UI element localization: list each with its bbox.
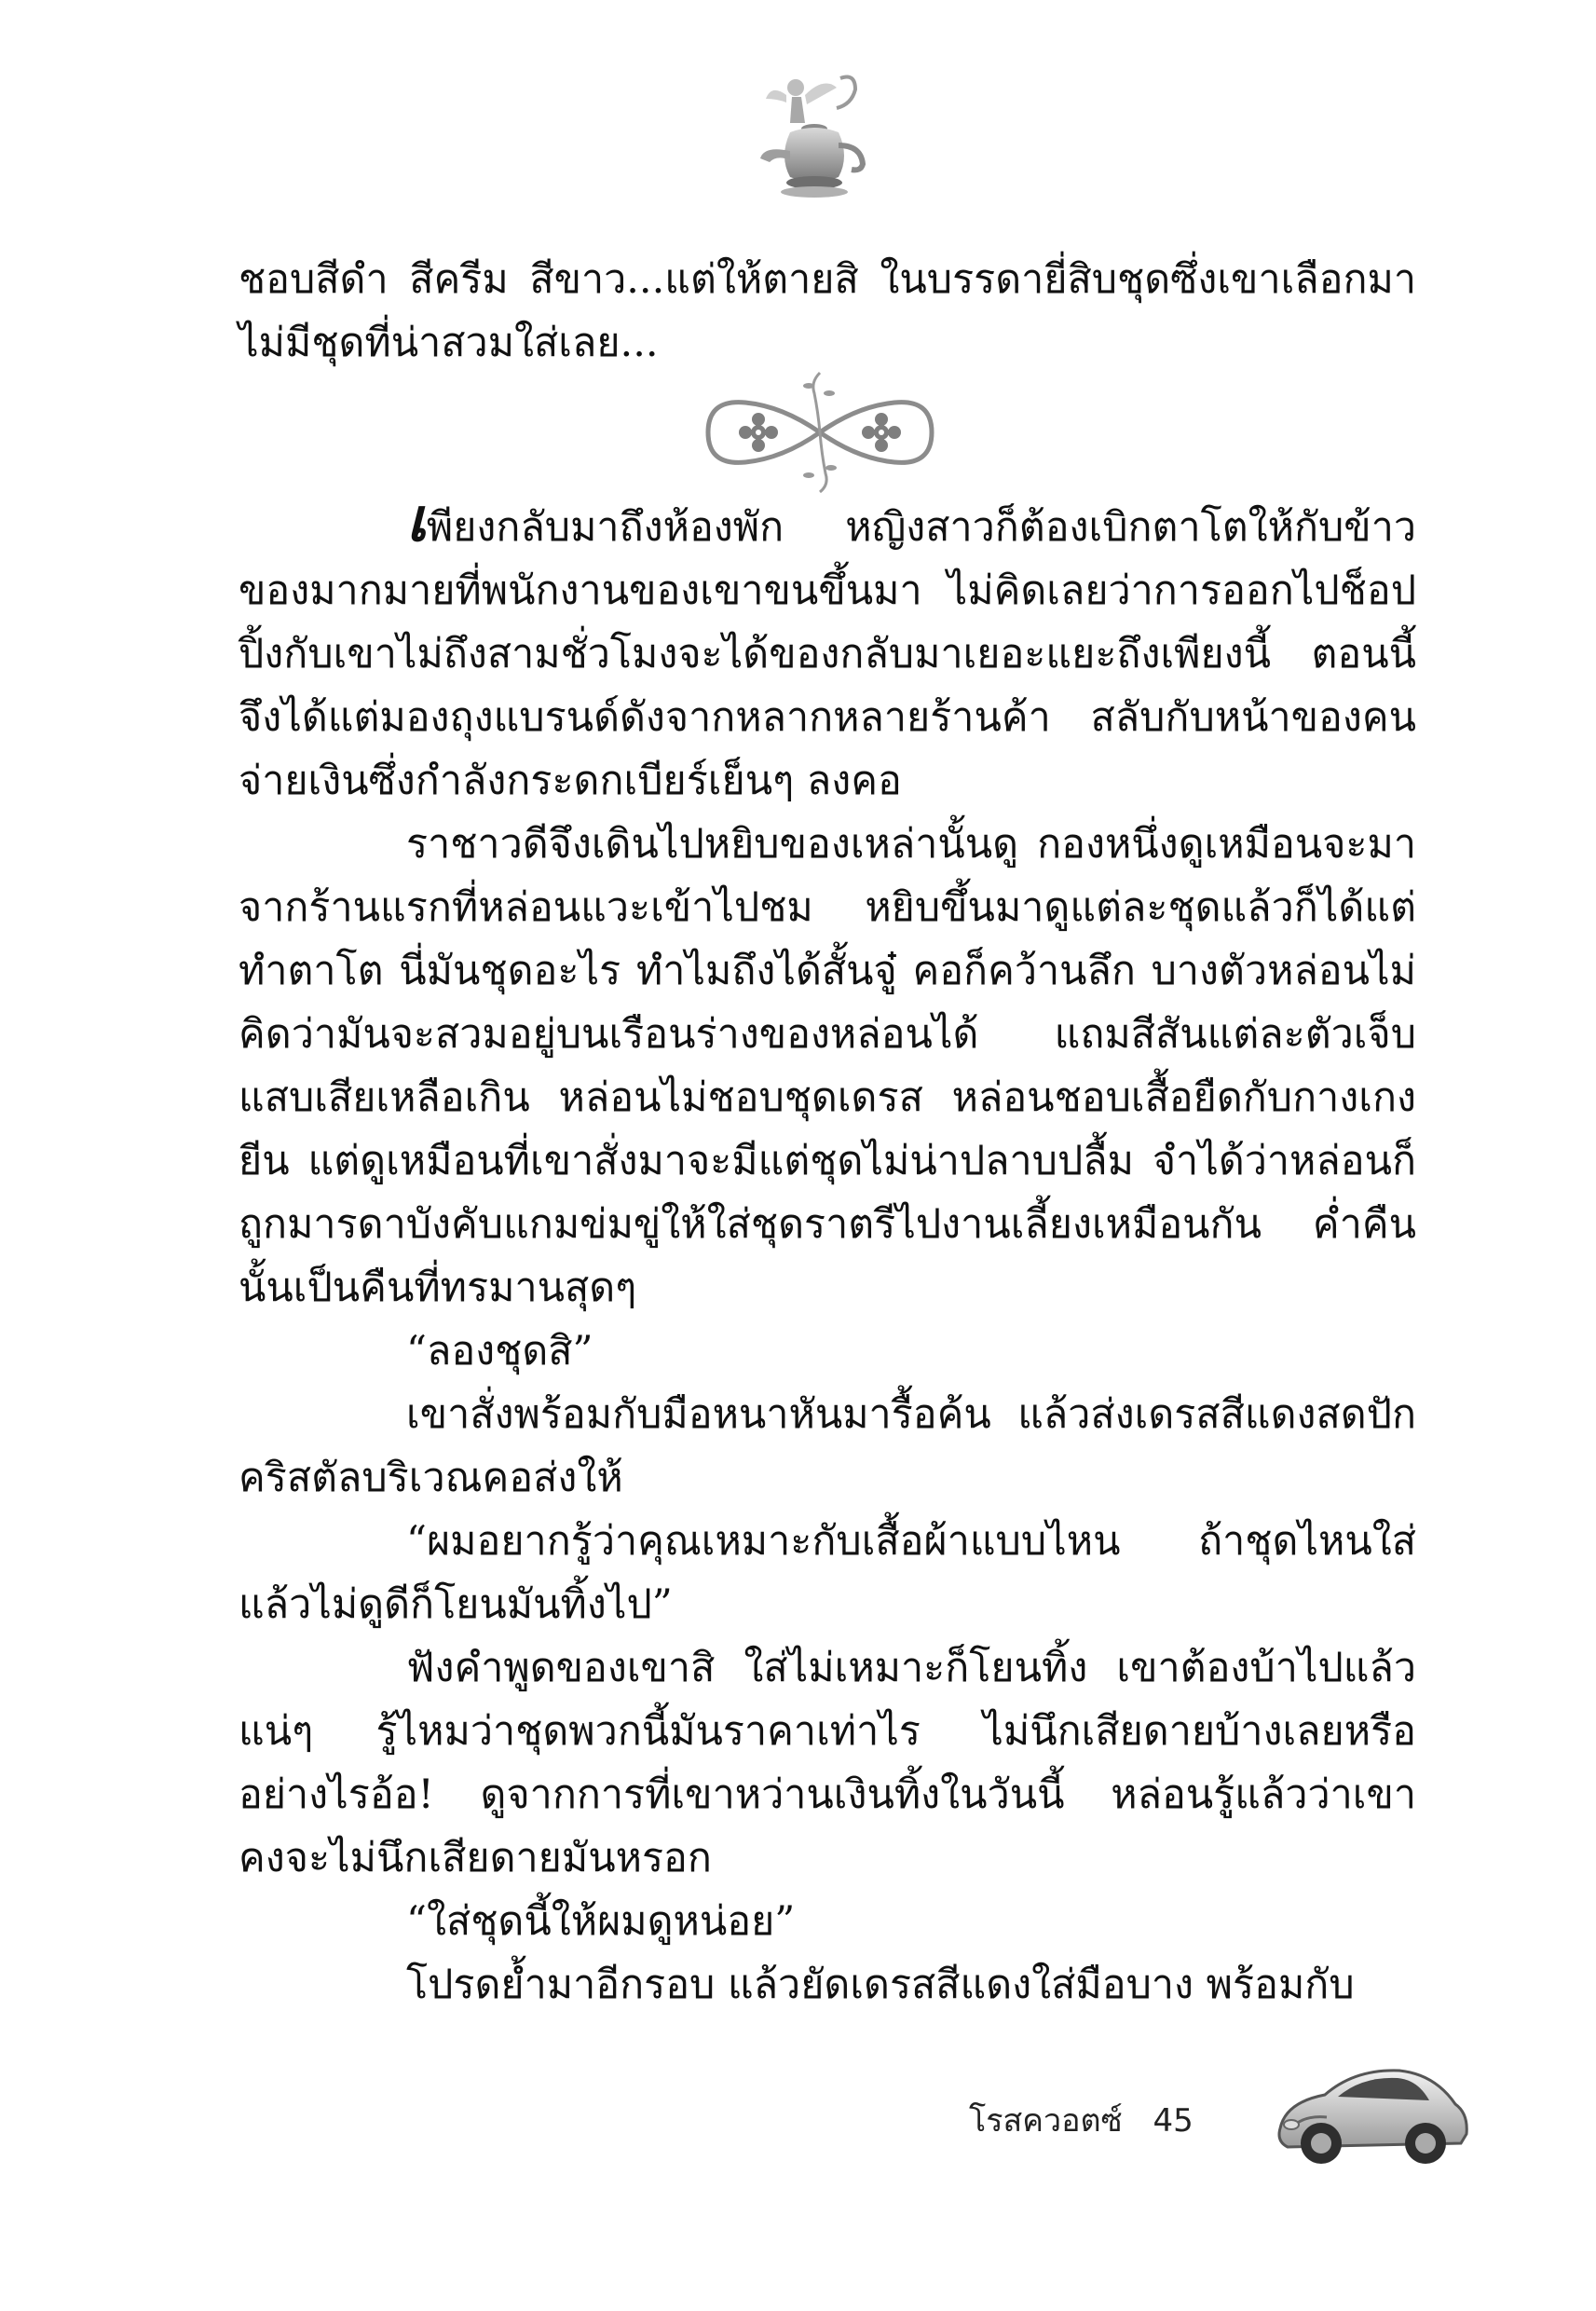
page-number: 45 bbox=[1153, 2102, 1194, 2140]
paragraph: เขาสั่งพร้อมกับมือหนาหันมารื้อค้น แล้วส่งเดรสสีแดงสดปักคริสตัลบริเวณคอส่งให้ bbox=[239, 1391, 1416, 1501]
book-title: โรสควอตซ์ bbox=[969, 2102, 1123, 2140]
paragraph: ราชาวดีจึงเดินไปหยิบของเหล่านั้นดู กองหนึ่งดูเหมือนจะมาจากร้านแรกที่หล่อนแวะเข้าไปชม หยิบขึ้นมาดูแต่ละชุดแล้วก็ได้แต่ทำตาโต นี่มันชุดอะไร ทำไมถึงได้สั้นจู๋ คอก็คว้านลึก บางตัวหล่อนไม่คิดว่ามันจะสวมอยู่บนเรือนร่างของหล่อนได้ แถมสีสันแต่ละตัวเจ็บแสบเสียเหลือเกิน หล่อนไม่ชอบชุดเดรส หล่อนชอบเสื้อยืดกับกางเกงยีน แต่ดูเหมือนที่เขาสั่งมาจะมีแต่ชุดไม่น่าปลาบปลื้ม จำได้ว่าหล่อนก็ถูกมารดาบังคับแกมข่มขู่ให้ใส่ชุดราตรีไปงานเลี้ยงเหมือนกัน ค่ำคืนนั้นเป็นคืนที่ทรมานสุดๆ bbox=[239, 821, 1416, 1311]
paragraph: ชอบสีดำ สีครีม สีขาว...แต่ให้ตายสิ ในบรรดายี่สิบชุดซึ่งเขาเลือกมา ไม่มีชุดที่น่าสวมใส่เลย... bbox=[239, 256, 1416, 366]
text-block-main bbox=[239, 485, 1416, 2017]
cupid-teapot-lamp-icon bbox=[758, 67, 870, 207]
text-block-top bbox=[239, 248, 1416, 375]
sports-car-icon bbox=[1269, 2046, 1474, 2177]
dialogue-line: “ลองชุดสิ” bbox=[406, 1328, 593, 1374]
paragraph: โปรดย้ำมาอีกรอบ แล้วยัดเดรสสีแดงใส่มือบาง พร้อมกับ bbox=[406, 1962, 1355, 2008]
dialogue-line: “ใส่ชุดนี้ให้ผมดูหน่อย” bbox=[406, 1898, 796, 1945]
page-footer bbox=[969, 2095, 1194, 2145]
drop-cap: เ bbox=[406, 485, 427, 555]
first-paragraph bbox=[239, 485, 1416, 813]
dialogue-line: “ผมอยากรู้ว่าคุณเหมาะกับเสื้อผ้าแบบไหน ถ้าชุดไหนใส่แล้วไม่ดูดีก็โยนมันทิ้งไป” bbox=[239, 1518, 1416, 1628]
first-paragraph-text: พียงกลับมาถึงห้องพัก หญิงสาวก็ต้องเบิกตาโตให้กับข้าวของมากมายที่พนักงานของเขาขนขึ้นมา ไม่คิดเลยว่าการออกไปช็อปปิ้งกับเขาไม่ถึงสามชั่วโมงจะได้ของกลับมาเยอะแยะถึงเพียงนี้ ตอนนี้จึงได้แต่มองถุงแบรนด์ดังจากหลากหลายร้านค้า สลับกับหน้าของคนจ่ายเงินซึ่งกำลังกระดกเบียร์เย็นๆ ลงคอ bbox=[239, 504, 1416, 804]
floral-infinity-ornament-icon bbox=[689, 365, 950, 496]
paragraph: ฟังคำพูดของเขาสิ ใส่ไม่เหมาะก็โยนทิ้ง เขาต้องบ้าไปแล้วแน่ๆ รู้ไหมว่าชุดพวกนี้มันราคาเท่าไร ไม่นึกเสียดายบ้างเลยหรืออย่างไรอ้อ! ดูจากการที่เขาหว่านเงินทิ้งในวันนี้ หล่อนรู้แล้วว่าเขาคงจะไม่นึกเสียดายมันหรอก bbox=[239, 1645, 1416, 1881]
